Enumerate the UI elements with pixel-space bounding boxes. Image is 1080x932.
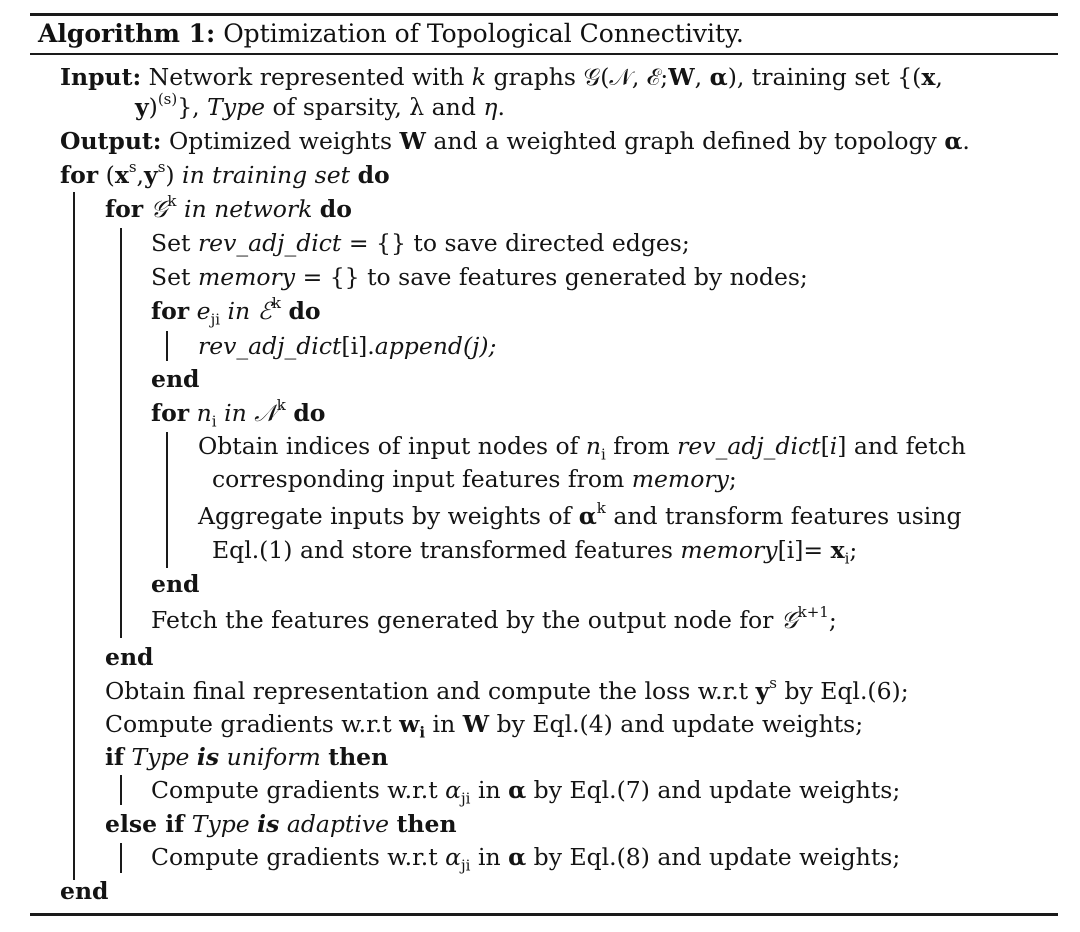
keyword-end: end xyxy=(60,877,109,905)
text: by Eql.(8) and update weights; xyxy=(533,843,901,871)
end-for-edges xyxy=(151,364,199,394)
semicolon: ; xyxy=(828,606,837,634)
var-memory: memory xyxy=(680,536,778,564)
subscript: i xyxy=(844,549,850,568)
var-y: y xyxy=(755,677,770,705)
input-text: ), training set {( xyxy=(727,63,922,91)
for-training-line xyxy=(60,160,390,190)
text: = {} to save directed edges; xyxy=(348,229,690,257)
keyword-is: is xyxy=(257,810,280,838)
input-line-2 xyxy=(135,92,505,122)
superscript: k xyxy=(271,294,281,313)
set-rev-adj-line xyxy=(151,228,690,258)
semicolon: ; xyxy=(728,465,737,493)
node-set-symbol: 𝒩 xyxy=(254,399,277,427)
text: Aggregate inputs by weights of xyxy=(198,502,572,530)
text: by Eql.(6); xyxy=(784,677,909,705)
superscript: s xyxy=(157,158,166,177)
input-eta: η xyxy=(483,93,498,121)
subscript-i: i xyxy=(419,723,426,742)
var-x: x xyxy=(114,161,129,189)
aggregate-line-2 xyxy=(212,535,858,568)
subscript: ji xyxy=(461,856,471,875)
italic-text: in network xyxy=(183,195,313,223)
value-uniform: uniform xyxy=(226,743,321,771)
var-w: w xyxy=(399,710,420,738)
graph-symbol: 𝒢 xyxy=(150,195,168,223)
paren: ( xyxy=(105,161,115,189)
input-comma: , xyxy=(694,63,703,91)
block-bar-for-nodes xyxy=(166,432,168,568)
superscript: k+1 xyxy=(797,603,829,622)
block-bar-for-training xyxy=(73,192,75,880)
keyword-end: end xyxy=(151,365,200,393)
var-type: Type xyxy=(191,810,250,838)
block-bar-if xyxy=(120,775,122,805)
obtain-final-line xyxy=(105,676,909,706)
append-line xyxy=(198,331,496,361)
compute-w-line xyxy=(105,709,864,742)
bottom-rule xyxy=(30,913,1058,916)
text: in xyxy=(477,843,501,871)
text: ] and fetch xyxy=(837,432,966,460)
italic-in: in xyxy=(224,399,247,427)
keyword-end: end xyxy=(105,643,154,671)
input-text: of sparsity, λ and xyxy=(272,93,476,121)
superscript: s xyxy=(769,674,777,693)
block-bar-else-if xyxy=(120,843,122,873)
text: in xyxy=(477,776,501,804)
var-memory: memory xyxy=(631,465,729,493)
semicolon: ; xyxy=(849,536,858,564)
arg: (j); xyxy=(462,332,497,360)
input-comma: , xyxy=(935,63,943,91)
set-memory-line xyxy=(151,262,808,292)
comma: , xyxy=(136,161,145,189)
input-text: graphs xyxy=(493,63,576,91)
var-y: y xyxy=(144,161,158,189)
end-for-network xyxy=(105,642,153,672)
keyword-do: do xyxy=(319,195,352,223)
var-memory: memory xyxy=(197,263,296,291)
var-rev-adj-dict: rev_adj_dict xyxy=(197,229,342,257)
keyword-do: do xyxy=(357,161,390,189)
text: from xyxy=(613,432,670,460)
var-alpha-bold: α xyxy=(508,776,527,804)
input-alpha: α xyxy=(709,63,728,91)
subscript: ji xyxy=(461,789,471,808)
input-k: k xyxy=(471,63,486,91)
text: Compute gradients w.r.t xyxy=(151,776,438,804)
keyword-then: then xyxy=(396,810,457,838)
var-n: n xyxy=(196,399,212,427)
text: Eql.(1) and store transformed features xyxy=(212,536,673,564)
text: [i]= xyxy=(777,536,824,564)
end-for-nodes xyxy=(151,569,199,599)
for-nodes-line xyxy=(151,396,326,431)
text: and transform features using xyxy=(613,502,962,530)
edge-set-symbol: ℰ xyxy=(257,297,272,325)
superscript: s xyxy=(128,158,137,177)
keyword-for: for xyxy=(105,195,144,223)
obtain-indices-line-2 xyxy=(212,464,737,494)
output-text: Optimized weights xyxy=(168,127,393,155)
input-text: Network represented with xyxy=(148,63,465,91)
input-superscript: (s) xyxy=(157,90,178,109)
end-for-training xyxy=(60,876,108,906)
input-w: W xyxy=(668,63,695,91)
var-W: W xyxy=(462,710,490,738)
var-e: e xyxy=(196,297,211,325)
keyword-is: is xyxy=(196,743,220,771)
text: Fetch the features generated by the output node for xyxy=(151,606,774,634)
paren: ) xyxy=(165,161,175,189)
aggregate-line-1 xyxy=(198,501,962,531)
for-network-line xyxy=(105,194,352,224)
output-alpha: α xyxy=(944,127,963,155)
block-bar-for-network xyxy=(120,228,122,638)
input-period: . xyxy=(497,93,505,121)
var-i: i xyxy=(829,432,838,460)
var-x: x xyxy=(830,536,845,564)
var-alpha: α xyxy=(578,502,597,530)
output-line xyxy=(60,126,970,156)
fetch-line xyxy=(151,605,837,635)
output-w: W xyxy=(399,127,426,155)
subscript: i xyxy=(211,412,217,431)
text: in xyxy=(432,710,456,738)
text: [i]. xyxy=(341,332,375,360)
var-alpha-bold: α xyxy=(508,843,527,871)
superscript: k xyxy=(276,396,286,415)
superscript: k xyxy=(167,192,177,211)
output-text: and a weighted graph defined by topology xyxy=(433,127,937,155)
input-keyword: Input: xyxy=(60,63,142,91)
fn-append: append xyxy=(374,332,463,360)
text: Obtain indices of input nodes of xyxy=(198,432,579,460)
graph-symbol: 𝒢 xyxy=(780,606,798,634)
var-alpha: α xyxy=(445,776,461,804)
text: by Eql.(7) and update weights; xyxy=(533,776,901,804)
var-n: n xyxy=(585,432,601,460)
caption-rule xyxy=(30,53,1058,55)
keyword-do: do xyxy=(288,297,321,325)
input-text: }, xyxy=(177,93,200,121)
input-line-1 xyxy=(60,62,943,92)
text: Set xyxy=(151,263,191,291)
algorithm-label: Algorithm 1: xyxy=(38,19,216,48)
output-keyword: Output: xyxy=(60,127,162,155)
var-type: Type xyxy=(131,743,190,771)
italic-in: in xyxy=(227,297,251,325)
text: Set xyxy=(151,229,191,257)
algorithm-caption xyxy=(38,16,744,52)
bracket: [ xyxy=(820,432,830,460)
input-x: x xyxy=(921,63,936,91)
keyword-end: end xyxy=(151,570,200,598)
keyword-if: if xyxy=(105,743,125,771)
italic-text: in training set xyxy=(182,161,351,189)
var-rev-adj-dict: rev_adj_dict xyxy=(198,332,342,360)
input-type: Type xyxy=(207,93,266,121)
keyword-else-if: else if xyxy=(105,810,185,838)
keyword-for: for xyxy=(151,399,190,427)
compute-alpha-eq7-line xyxy=(151,775,901,808)
input-graph-symbol: 𝒢(𝒩, ℰ; xyxy=(583,63,669,91)
subscript xyxy=(419,724,425,742)
keyword-do: do xyxy=(293,399,326,427)
output-period: . xyxy=(962,127,970,155)
var-alpha: α xyxy=(445,843,461,871)
else-if-adaptive-line xyxy=(105,809,457,839)
text: Compute gradients w.r.t xyxy=(151,843,438,871)
text: corresponding input features from xyxy=(212,465,625,493)
input-text: ) xyxy=(148,93,158,121)
subscript: ji xyxy=(210,310,221,329)
algorithm-title: Optimization of Topological Connectivity. xyxy=(223,19,744,48)
compute-alpha-eq8-line xyxy=(151,842,901,875)
var-rev-adj-dict: rev_adj_dict xyxy=(677,432,821,460)
keyword-then: then xyxy=(328,743,389,771)
for-edges-line xyxy=(151,294,321,329)
input-y: y xyxy=(135,93,149,121)
if-uniform-line xyxy=(105,742,388,772)
value-adaptive: adaptive xyxy=(286,810,390,838)
keyword-for: for xyxy=(151,297,190,325)
text: by Eql.(4) and update weights; xyxy=(496,710,864,738)
text: = {} to save features generated by nodes; xyxy=(302,263,808,291)
obtain-indices-line-1 xyxy=(198,431,966,464)
subscript: i xyxy=(601,445,606,464)
superscript: k xyxy=(596,499,606,518)
block-bar-for-edges xyxy=(166,331,168,361)
keyword-for: for xyxy=(60,161,99,189)
text: Obtain final representation and compute the loss w.r.t xyxy=(105,677,749,705)
text: Compute gradients w.r.t xyxy=(105,710,392,738)
